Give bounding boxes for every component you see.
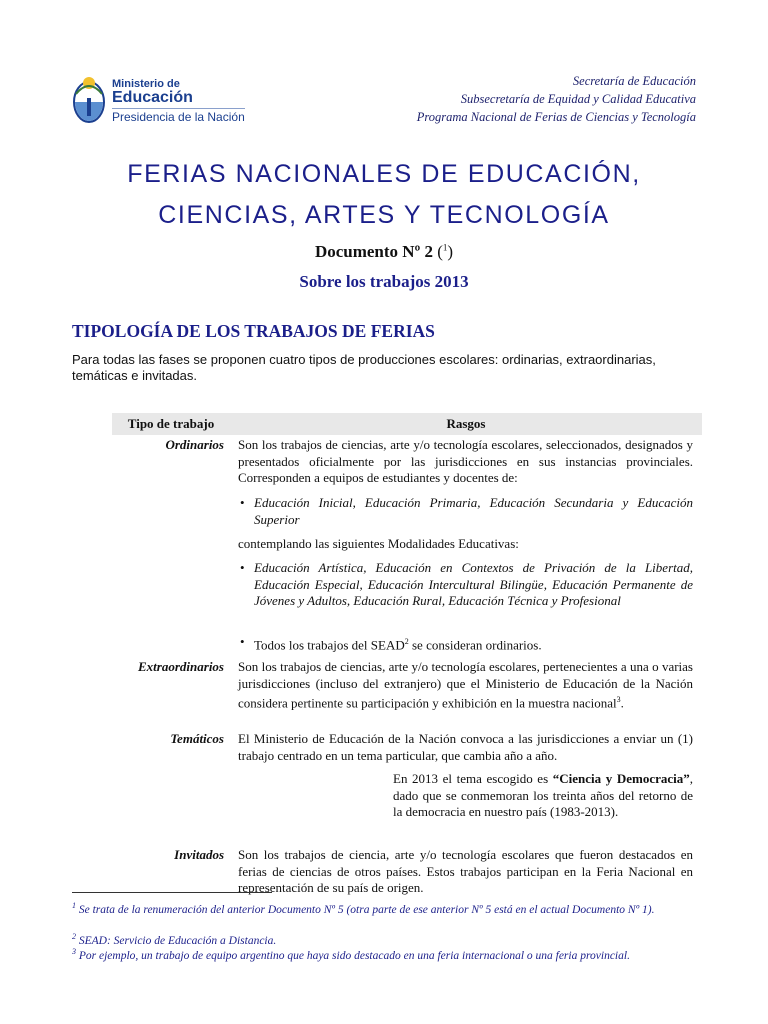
footnote-ref-2: 2 [404, 637, 409, 646]
row-label-tematicos: Temáticos [170, 731, 224, 746]
row-label-extraordinarios: Extraordinarios [138, 659, 224, 674]
document-number [0, 242, 768, 262]
bullet-icon: • [240, 634, 245, 649]
logo-line-ministerio: Ministerio de [112, 78, 180, 90]
header-subsecretaria: Subsecretaría de Equidad y Calidad Educativa [460, 92, 696, 106]
row-label-invitados: Invitados [174, 847, 224, 862]
extraordinarios-end: . [620, 695, 624, 711]
header-secretaria: Secretaría de Educación [572, 74, 696, 88]
bullet-sead-end: se consideran ordinarios. [408, 637, 542, 653]
bullet-sead-text: Todos los trabajos del SEAD [254, 637, 405, 653]
theme-note-start: En 2013 el tema escogido es [393, 771, 553, 786]
footnote-3-text: Por ejemplo, un trabajo de equipo argentino que haya sido destacado en una feria internacional o una feria provincial. [76, 949, 630, 962]
theme-note-end: , dado que se conmemoran los treinta años del retorno de la democracia en nuestro país (1983-2013). [393, 771, 693, 819]
argentina-shield-icon [72, 74, 106, 126]
document-paren-close: ) [447, 242, 454, 261]
extraordinarios-text: Son los trabajos de ciencias, arte y/o tecnología escolares, pertenecientes a una o varias jurisdicciones (incluso del extranjero) que el Ministerio de Educación de la Nación considera pertinente su participación y exhibición en la muestra nacional [238, 659, 693, 711]
document-subtitle: Sobre los trabajos 2013 [299, 272, 469, 291]
header-right [417, 72, 696, 126]
row-text-tematicos: El Ministerio de Educación de la Nación convoca a las jurisdicciones a enviar un (1) trabajo centrado en un tema particular, que cambia año a año. [238, 731, 693, 763]
list-item [240, 495, 693, 528]
row-text-extraordinarios [238, 659, 693, 712]
document-label: Documento Nº 2 [314, 242, 433, 261]
page-title-line1: FERIAS NACIONALES DE EDUCACIÓN, [127, 160, 641, 188]
row-text-ordinarios: Son los trabajos de ciencias, arte y/o tecnología escolares, seleccionados, designados y presentados oficialmente por las jurisdicciones en sus instancias provinciales. Corresponden a equipos de estudiantes y docentes de: [238, 437, 693, 485]
footnote-1 [72, 899, 698, 917]
tematicos-theme-note [393, 771, 693, 821]
document-footnote-ref: 1 [442, 242, 448, 253]
bullet-icon: • [240, 560, 245, 575]
list-item [240, 634, 693, 654]
logo-line-presidencia: Presidencia de la Nación [112, 110, 245, 124]
column-header-rasgos: Rasgos [446, 416, 486, 431]
page-title-line2: CIENCIAS, ARTES Y TECNOLOGÍA [158, 201, 610, 229]
list-item [240, 560, 693, 610]
bullet-icon: • [240, 495, 245, 510]
document-paren-open: ( [437, 242, 443, 261]
modalidades-intro: contemplando las siguientes Modalidades Educativas: [238, 536, 519, 551]
theme-name: “Ciencia y Democracia” [552, 771, 690, 786]
table-header [112, 413, 702, 435]
footnote-3 [72, 945, 698, 963]
ministry-logo [72, 72, 252, 130]
row-label-ordinarios: Ordinarios [165, 437, 224, 452]
footnote-2-number: 2 [72, 932, 76, 941]
footnote-ref-3: 3 [616, 695, 621, 704]
footnote-2-text: SEAD: Servicio de Educación a Distancia. [76, 934, 277, 947]
bullet-sead [240, 634, 693, 654]
column-header-tipo: Tipo de trabajo [127, 416, 215, 431]
header-programa: Programa Nacional de Ferias de Ciencias y Tecnología [416, 110, 696, 124]
footnote-1-number: 1 [72, 901, 76, 910]
bullet-modalidades: Educación Artística, Educación en Contextos de Privación de la Libertad, Educación Especial, Educación Intercultural Bilingüe, Educación Permanente de Jóvenes y Adultos, Educación Rural, Educación Técnica y Profesional [254, 560, 693, 608]
row-text-invitados: Son los trabajos de ciencia, arte y/o tecnología escolares que fueron destacados en ferias de ciencias de otros países. Estos trabajos participan en la Feria Nacional en representación de su país de origen. [238, 847, 693, 895]
bullet-niveles: Educación Inicial, Educación Primaria, Educación Secundaria y Educación Superior [254, 495, 693, 527]
intro-paragraph: Para todas las fases se proponen cuatro tipos de producciones escolares: ordinarias, extraordinarias, temáticas e invitadas. [72, 352, 656, 383]
section-heading: TIPOLOGÍA DE LOS TRABAJOS DE FERIAS [72, 321, 435, 341]
footnote-divider [72, 892, 272, 893]
logo-line-educacion: Educación [112, 89, 193, 106]
footnote-3-number: 3 [72, 947, 76, 956]
footnote-1-text: Se trata de la renumeración del anterior Documento Nº 5 (otra parte de ese anterior Nº 5 está en el actual Documento Nº 1). [76, 903, 655, 916]
